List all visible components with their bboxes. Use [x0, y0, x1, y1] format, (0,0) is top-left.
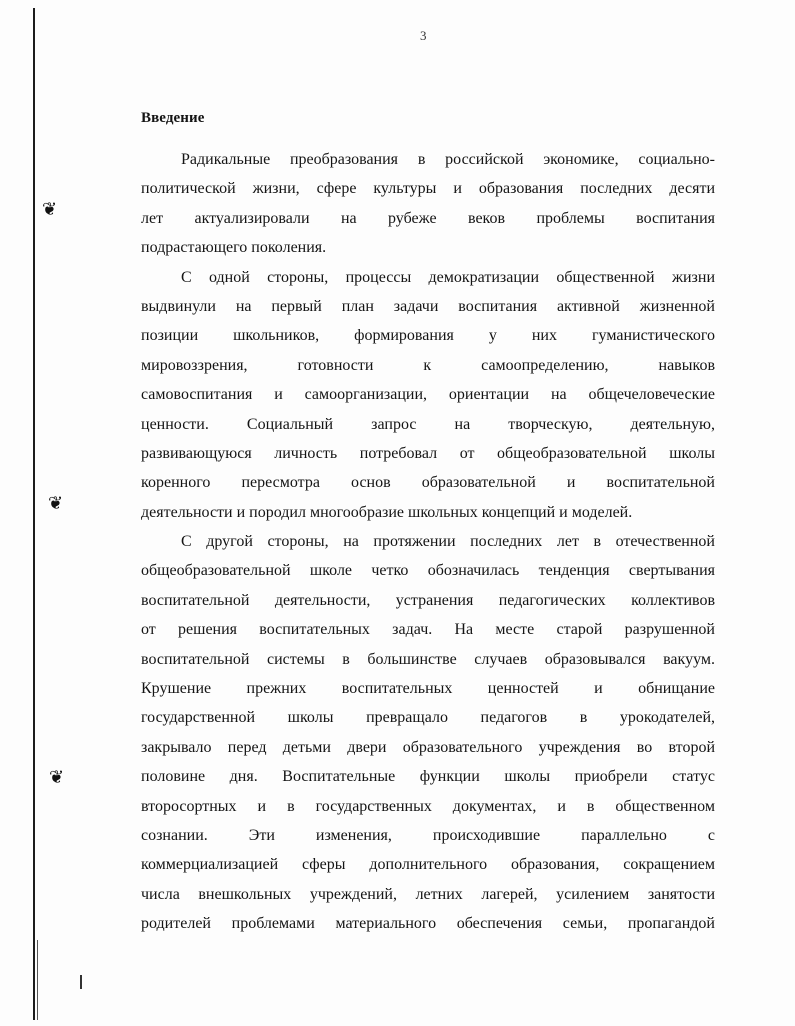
text-line: Крушение прежних воспитательных ценностей и обнищание: [141, 680, 715, 698]
text-line: С одной стороны, процессы демократизации общественной жизни: [181, 268, 715, 286]
body-text: [141, 145, 715, 939]
text-line: числа внешкольных учреждений, летних лагерей, усилением занятости: [141, 885, 715, 903]
punch-hole-mark: ❦: [48, 493, 64, 513]
page-number: 3: [420, 28, 427, 43]
text-line: мировоззрения, готовности к самоопределению, навыков: [141, 356, 715, 374]
text-line: лет актуализировали на рубеже веков проблемы воспитания: [141, 209, 715, 227]
text-line: сознании. Эти изменения, происходившие параллельно с: [141, 826, 715, 844]
text-line: родителей проблемами материального обеспечения семьи, пропагандой: [141, 915, 715, 933]
text-line: Радикальные преобразования в российской экономике, социально-: [181, 151, 715, 168]
scan-edge-line: [33, 8, 35, 1020]
text-line: позиции школьников, формирования у них гуманистического: [141, 327, 715, 345]
text-line: воспитательной деятельности, устранения педагогических коллективов: [141, 591, 715, 609]
text-line: воспитательной системы в большинстве случаев образовывался вакуум.: [141, 650, 715, 668]
text-line: выдвинули на первый план задачи воспитания активной жизненной: [141, 297, 715, 315]
text-line: коренного пересмотра основ образовательной и воспитательной: [141, 474, 715, 492]
text-line: государственной школы превращало педагогов в урокодателей,: [141, 709, 715, 727]
text-line: от решения воспитательных задач. На месте старой разрушенной: [141, 621, 715, 639]
scan-tick-mark: [80, 975, 82, 989]
text-line: второсортных и в государственных документах, и в общественном: [141, 797, 715, 815]
punch-hole-mark: ❦: [42, 199, 58, 219]
text-line: С другой стороны, на протяжении последних лет в отечественной: [181, 533, 715, 551]
text-line: ценности. Социальный запрос на творческую, деятельную,: [141, 415, 715, 433]
text-line: закрывало перед детьми двери образовательного учреждения во второй: [141, 738, 715, 756]
punch-hole-mark: ❦: [49, 767, 65, 787]
text-line: общеобразовательной школе четко обозначилась тенденция свертывания: [141, 562, 715, 580]
section-heading: Введение: [141, 110, 205, 126]
text-line: самовоспитания и самоорганизации, ориентации на общечеловеческие: [141, 386, 715, 404]
text-line: коммерциализацией сферы дополнительного образования, сокращением: [141, 856, 715, 874]
text-line: политической жизни, сфере культуры и образования последних десяти: [141, 180, 715, 198]
text-line: деятельности и породил многообразие школьных концепций и моделей.: [141, 503, 633, 521]
text-line: подрастающего поколения.: [141, 239, 327, 257]
text-line: развивающуюся личность потребовал от общеобразовательной школы: [141, 444, 715, 462]
scan-edge-line-thin: [37, 940, 38, 1020]
text-line: половине дня. Воспитательные функции школы приобрели статус: [141, 768, 715, 786]
